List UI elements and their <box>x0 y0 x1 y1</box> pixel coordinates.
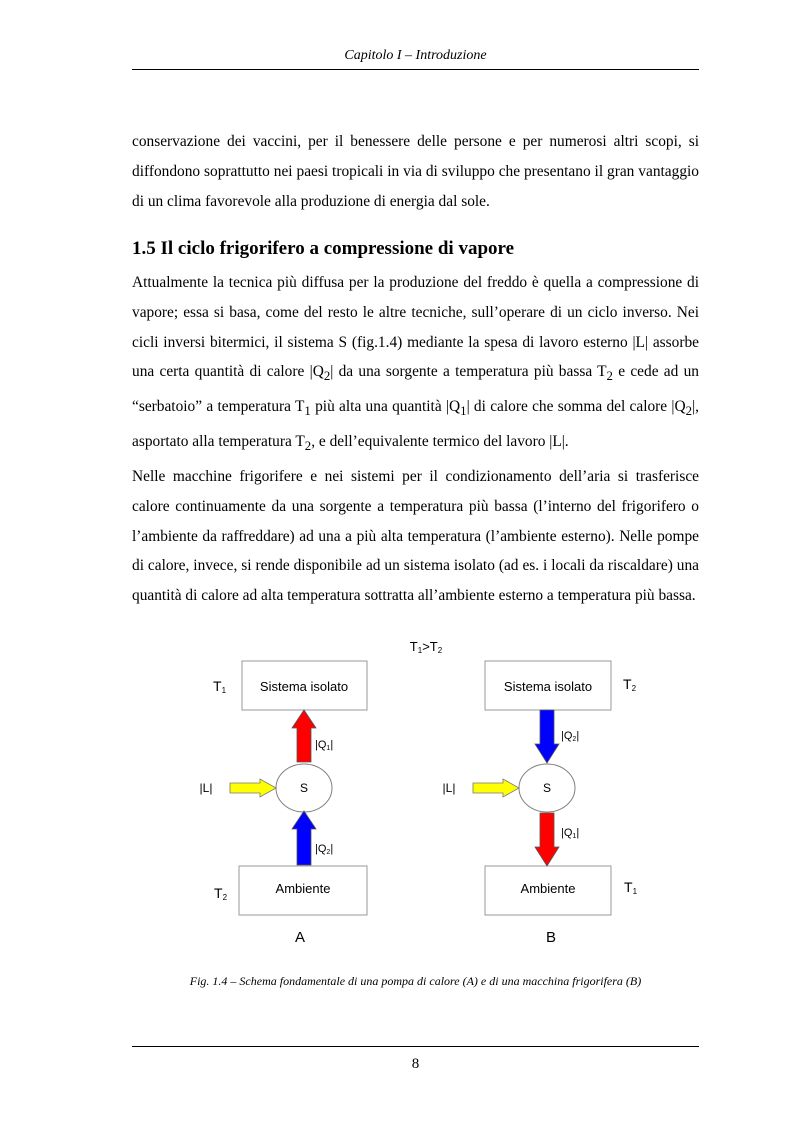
subscript: 1 <box>460 404 467 419</box>
heat-out-label: |Q1| <box>561 827 580 840</box>
subscript: 2 <box>323 369 331 384</box>
refrigerator-diagram <box>443 661 638 946</box>
work-label: |L| <box>199 781 213 795</box>
subscript: 1 <box>304 404 311 419</box>
subscript: 2 <box>606 369 613 384</box>
text-run: Attualmente la tecnica più diffusa per la produzione del freddo è quella a compressione di vapore; essa si basa, come del resto le altre tecniche, sull’operare di un ciclo inverso. Nei cicli inversi bitermici, il sistema S (fig.1.4) mediante la spesa di lavoro esterno |L| assorbe una certa quantità di calore |Q <box>132 274 699 381</box>
sistema-isolato-label: Sistema isolato <box>259 679 349 694</box>
ambiente-label: Ambiente <box>520 881 576 896</box>
ambiente-label: Ambiente <box>275 881 331 896</box>
page-number: 8 <box>411 1056 420 1072</box>
intro-paragraph-text: conservazione dei vaccini, per il benessere delle persone e per numerosi altri scopi, si diffondono soprattutto nei paesi tropicali in via di sviluppo che presentano il gran vantaggio di un clima favorevole alla produzione di energia dal sole. <box>132 133 699 210</box>
diagram-a-label: A <box>294 929 306 946</box>
heat-in-arrow <box>535 710 559 763</box>
diagram-b-label: B <box>545 929 557 946</box>
subscript: 2 <box>304 439 312 454</box>
system-s-label: S <box>542 781 552 795</box>
section-title: 1.5 Il ciclo frigorifero a compressione di vapore <box>132 238 515 259</box>
bottom-temperature-label: T2 <box>214 885 228 902</box>
heat-in-label: |Q2| <box>561 730 580 743</box>
subscript: 2 <box>685 404 693 419</box>
heat-out-arrow <box>535 813 559 866</box>
temperature-condition: T1>T2 <box>409 639 443 655</box>
text-run: più alta una quantità |Q <box>310 398 461 416</box>
top-temperature-label: T2 <box>623 676 637 693</box>
text-run: | da una sorgente a temperatura più bassa T <box>330 363 607 381</box>
text-run: | di calore che somma del calore |Q <box>466 398 686 416</box>
figure-caption: Fig. 1.4 – Schema fondamentale di una pompa di calore (A) e di una macchina frigorifera (B) <box>189 974 642 988</box>
running-header: Capitolo I – Introduzione <box>344 48 487 63</box>
heat-out-arrow <box>292 710 316 762</box>
work-arrow <box>230 779 276 797</box>
work-arrow <box>473 779 519 797</box>
text-run: , e dell’equivalente termico del lavoro |L|. <box>311 433 569 451</box>
system-s-label: S <box>299 781 309 795</box>
heat-in-label: |Q2| <box>315 843 334 856</box>
paragraph-applications: Nelle macchine frigorifere e nei sistemi per il condizionamento dell’aria si trasferisce calore continuamente da una sorgente a temperatura più bassa (l’interno del frigorifero o l’ambiente da raffreddare) ad una a più alta temperatura (l’ambiente esterno). Nelle pompe di calore, invece, si rende disponibile ad un sistema isolato (ad es. i locali da riscaldare) una quantità di calore ad alta temperatura sottratta all’ambiente esterno a temperatura più bassa. <box>132 468 699 605</box>
text-run: |, asportato alla temperatura T <box>132 398 699 451</box>
text-run: e cede ad un “serbatoio” a temperatura T <box>132 363 699 416</box>
footer-rule <box>132 1046 699 1047</box>
heat-pump-diagram <box>200 661 367 946</box>
top-temperature-label: T1 <box>213 678 227 695</box>
bottom-temperature-label: T1 <box>624 879 638 896</box>
sistema-isolato-label: Sistema isolato <box>503 679 593 694</box>
heat-out-label: |Q1| <box>315 739 334 752</box>
heat-in-arrow <box>292 811 316 865</box>
work-label: |L| <box>442 781 456 795</box>
